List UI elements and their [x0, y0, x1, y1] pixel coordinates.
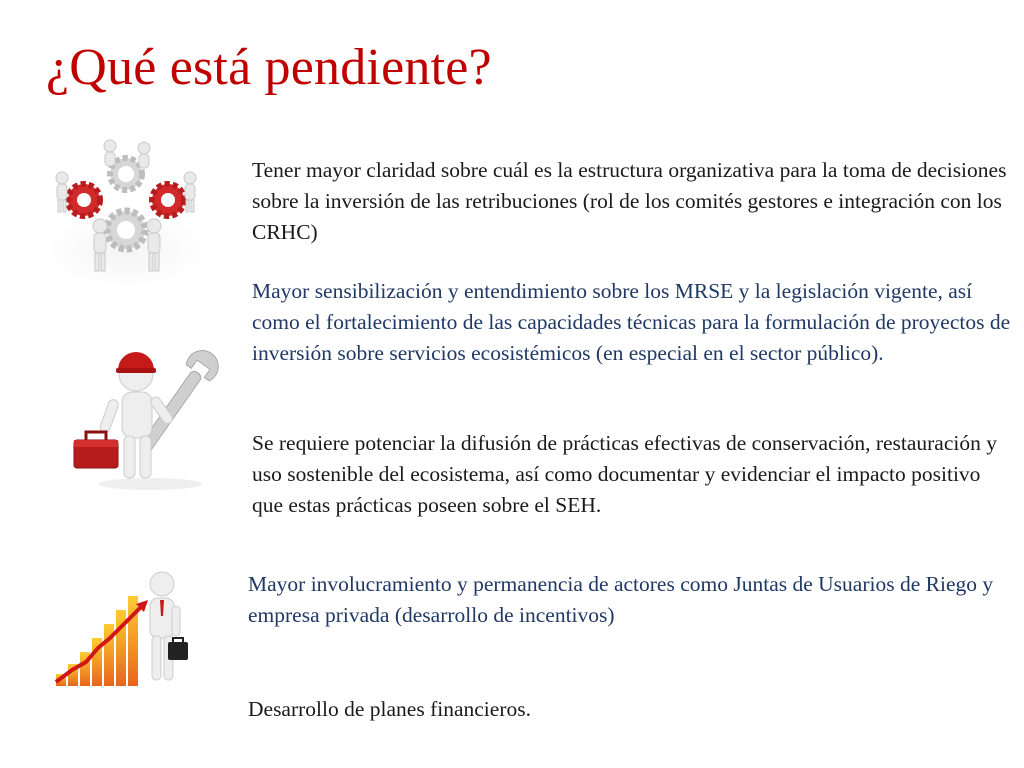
paragraph-actor-involvement: Mayor involucramiento y permanencia de actores como Juntas de Usuarios de Riego y empresa privada (desarrollo de incentivos): [248, 572, 994, 627]
paragraph-organizational-structure: Tener mayor claridad sobre cuál es la estructura organizativa para la toma de decisiones sobre la inversión de las retribuciones (rol de los comités gestores e integración con los CRHC): [252, 158, 1007, 244]
businessman-growth-chart-icon: [52, 566, 196, 694]
worker-wrench-toolbox-icon: [66, 344, 226, 492]
paragraph-practices-diffusion: Se requiere potenciar la difusión de prácticas efectivas de conservación, restauración y uso sostenible del ecosistema, así como documentar y evidenciar el impacto positivo que estas prácticas poseen sobre el SEH.: [252, 431, 997, 517]
paragraph-financial-plans: Desarrollo de planes financieros.: [248, 697, 531, 721]
paragraph-awareness-capacities: Mayor sensibilización y entendimiento sobre los MRSE y la legislación vigente, así como el fortalecimiento de las capacidades técnicas para la formulación de proyectos de inversión sobre servicios ecosistémicos (en especial en el sector público).: [252, 279, 1011, 365]
slide-title: ¿Qué está pendiente?: [46, 39, 492, 96]
people-gears-icon: [44, 138, 208, 290]
